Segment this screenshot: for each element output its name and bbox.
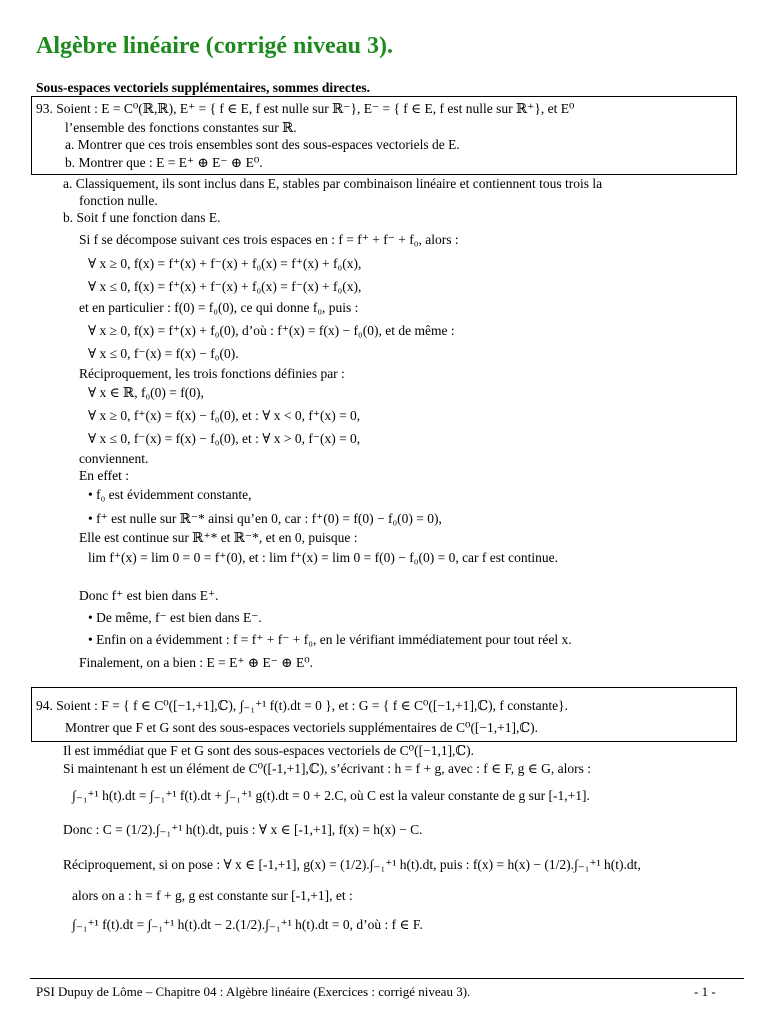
page-number: - 1 - [694,984,716,999]
ex93-solution-line: ∀ x ≥ 0, f(x) = f⁺(x) + f₀(0), d’où : f⁺(x) = f(x) − f₀(0), et de même : [88,323,455,338]
ex93-solution-line: conviennent. [79,451,149,466]
page-title: Algèbre linéaire (corrigé niveau 3). [36,33,394,59]
ex94-solution-line: Si maintenant h est un élément de C⁰([-1,+1],ℂ), s’écrivant : h = f + g, avec : f ∈ F, g ∈ G, alors : [63,761,592,776]
ex93-solution-line: Donc f⁺ est bien dans E⁺. [79,588,219,603]
ex93-solution-line: • De même, f⁻ est bien dans E⁻. [88,610,262,625]
ex94-solution-line: ∫₋₁⁺¹ h(t).dt = ∫₋₁⁺¹ f(t).dt + ∫₋₁⁺¹ g(t).dt = 0 + 2.C, où C est la valeur constante de g sur [-1,+1]. [72,788,590,803]
ex94-statement-line: Montrer que F et G sont des sous-espaces vectoriels supplémentaires de C⁰([−1,+1],ℂ). [65,720,539,735]
ex93-solution-line: • f₀ est évidemment constante, [88,487,252,502]
ex93-statement-line: a. Montrer que ces trois ensembles sont des sous-espaces vectoriels de E. [65,137,460,152]
ex93-statement-line: 93. Soient : E = C⁰(ℝ,ℝ), E⁺ = { f ∈ E, f est nulle sur ℝ⁻}, E⁻ = { f ∈ E, f est nulle sur ℝ⁺}, et E⁰ [36,101,575,116]
ex93-solution-line: Réciproquement, les trois fonctions définies par : [79,366,345,381]
footer-rule [30,978,744,979]
ex93-solution-line: ∀ x ∈ ℝ, f₀(0) = f(0), [88,385,204,400]
ex93-solution-line: ∀ x ≥ 0, f(x) = f⁺(x) + f⁻(x) + f₀(x) = f⁺(x) + f₀(x), [88,256,362,271]
ex93-solution-line: • f⁺ est nulle sur ℝ⁻* ainsi qu’en 0, car : f⁺(0) = f(0) − f₀(0) = 0), [88,511,442,526]
ex93-solution-line: Finalement, on a bien : E = E⁺ ⊕ E⁻ ⊕ E⁰. [79,655,313,670]
ex93-solution-line: ∀ x ≤ 0, f(x) = f⁺(x) + f⁻(x) + f₀(x) = f⁻(x) + f₀(x), [88,279,362,294]
ex93-solution-line: Si f se décompose suivant ces trois espaces en : f = f⁺ + f⁻ + f₀, alors : [79,232,459,247]
ex93-solution-line: fonction nulle. [79,193,158,208]
ex93-solution-line: En effet : [79,468,129,483]
footer-course-title: PSI Dupuy de Lôme – Chapitre 04 : Algèbre linéaire (Exercices : corrigé niveau 3). [36,984,471,999]
ex93-solution-line: lim f⁺(x) = lim 0 = 0 = f⁺(0), et : lim f⁺(x) = lim 0 = f(0) − f₀(0) = 0, car f est continue. [88,550,559,565]
ex93-solution-line: ∀ x ≥ 0, f⁺(x) = f(x) − f₀(0), et : ∀ x < 0, f⁺(x) = 0, [88,408,361,423]
ex93-statement-line: b. Montrer que : E = E⁺ ⊕ E⁻ ⊕ E⁰. [65,155,263,170]
ex93-solution-line: ∀ x ≤ 0, f⁻(x) = f(x) − f₀(0), et : ∀ x > 0, f⁻(x) = 0, [88,431,361,446]
ex94-solution-line: Donc : C = (1/2).∫₋₁⁺¹ h(t).dt, puis : ∀ x ∈ [-1,+1], f(x) = h(x) − C. [63,822,423,837]
ex94-solution-line: ∫₋₁⁺¹ f(t).dt = ∫₋₁⁺¹ h(t).dt − 2.(1/2).∫₋₁⁺¹ h(t).dt = 0, d’où : f ∈ F. [72,917,423,932]
ex93-solution-line: a. Classiquement, ils sont inclus dans E, stables par combinaison linéaire et contiennent tous trois la [63,176,603,191]
ex93-solution-line: et en particulier : f(0) = f₀(0), ce qui donne f₀, puis : [79,300,359,315]
ex94-statement-line: 94. Soient : F = { f ∈ C⁰([−1,+1],ℂ), ∫₋₁⁺¹ f(t).dt = 0 }, et : G = { f ∈ C⁰([−1,+1],ℂ), f constante}. [36,698,569,713]
ex93-statement-line: l’ensemble des fonctions constantes sur ℝ. [65,120,297,135]
ex94-solution-line: Il est immédiat que F et G sont des sous-espaces vectoriels de C⁰([−1,1],ℂ). [63,743,475,758]
ex94-solution-line: alors on a : h = f + g, g est constante sur [-1,+1], et : [72,888,353,903]
ex94-solution-line: Réciproquement, si on pose : ∀ x ∈ [-1,+1], g(x) = (1/2).∫₋₁⁺¹ h(t).dt, puis : f(x) = h(x) − (1/2).∫₋₁⁺¹ h(t).dt, [63,857,641,872]
ex93-solution-line: • Enfin on a évidemment : f = f⁺ + f⁻ + f₀, en le vérifiant immédiatement pour tout réel x. [88,632,572,647]
ex93-solution-line: ∀ x ≤ 0, f⁻(x) = f(x) − f₀(0). [88,346,239,361]
ex93-solution-line: Elle est continue sur ℝ⁺* et ℝ⁻*, et en 0, puisque : [79,530,358,545]
ex93-solution-line: b. Soit f une fonction dans E. [63,210,221,225]
section-heading: Sous-espaces vectoriels supplémentaires, sommes directes. [36,80,370,95]
